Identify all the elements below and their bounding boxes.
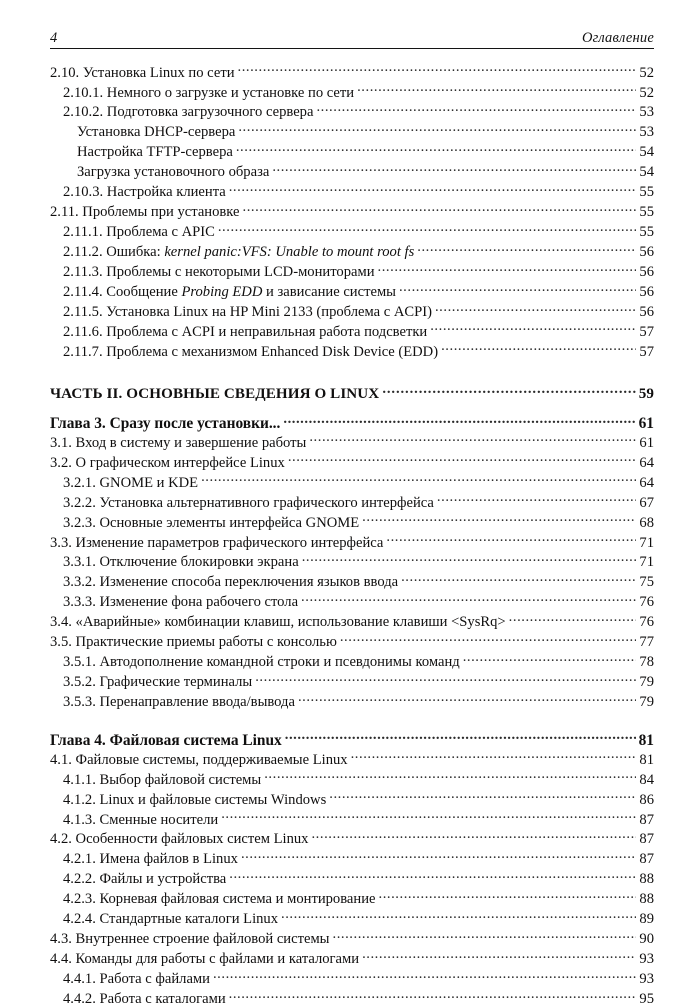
toc-entry-text: 3.3.3. Изменение фона рабочего стола bbox=[63, 594, 299, 611]
toc-entry-label bbox=[50, 515, 362, 532]
toc-entry-text: 3.2. О графическом интерфейсе Linux bbox=[50, 454, 285, 471]
toc-page-number: 52 bbox=[639, 64, 654, 81]
toc-leader-dots bbox=[283, 413, 636, 428]
toc-entry-text: 2.11. Проблемы при установке bbox=[50, 204, 240, 221]
toc-entry-label bbox=[50, 415, 283, 432]
toc-entry[interactable] bbox=[50, 122, 654, 142]
toc-page-number: 93 bbox=[639, 971, 654, 987]
toc-page-number: 55 bbox=[639, 184, 654, 201]
toc-entry-label bbox=[50, 674, 255, 691]
toc-leader-dots bbox=[281, 909, 636, 924]
toc-leader-dots bbox=[201, 472, 636, 487]
toc-entry-label bbox=[50, 104, 316, 121]
toc-entry-text: Глава 4. Файловая система Linux bbox=[50, 731, 282, 749]
toc-entry-label bbox=[50, 535, 386, 552]
toc-entry-label bbox=[50, 931, 333, 948]
toc-page-number: 87 bbox=[639, 831, 654, 848]
toc-entry-text: 2.10.2. Подготовка загрузочного сервера bbox=[63, 104, 314, 121]
toc-entry-label bbox=[50, 184, 229, 201]
toc-entry-text: 4.1.2. Linux и файловые системы Windows bbox=[63, 791, 327, 808]
toc-entry-label bbox=[50, 144, 236, 161]
toc-leader-dots bbox=[362, 512, 636, 527]
toc-entry-label bbox=[50, 654, 463, 671]
toc-entry[interactable] bbox=[50, 472, 654, 492]
toc-entry[interactable] bbox=[50, 909, 654, 929]
toc-entry-label bbox=[50, 554, 302, 571]
toc-entry[interactable] bbox=[50, 592, 654, 612]
toc-entry[interactable] bbox=[50, 869, 654, 889]
toc-entry-label bbox=[50, 164, 272, 181]
toc-entry-text: 2.10. Установка Linux по сети bbox=[50, 64, 235, 81]
toc-entry[interactable] bbox=[50, 341, 654, 361]
toc-leader-dots bbox=[329, 789, 636, 804]
toc-entry-text: 3.5. Практические приемы работы с консолью bbox=[50, 634, 337, 651]
toc-entry-text: Загрузка установочного образа bbox=[77, 164, 270, 181]
toc-page-number: 55 bbox=[639, 224, 654, 241]
toc-page-number: 56 bbox=[639, 263, 654, 280]
toc-entry-text: 3.1. Вход в систему и завершение работы bbox=[50, 434, 307, 451]
toc-entry-text: Настройка TFTP-сервера bbox=[77, 144, 233, 161]
toc-entry-text: 2.11.3. Проблемы с некоторыми LCD-мониторами bbox=[63, 263, 375, 280]
toc-entry[interactable] bbox=[50, 929, 654, 949]
toc-leader-dots bbox=[435, 301, 636, 316]
toc-leader-dots bbox=[351, 749, 636, 764]
toc-entry[interactable] bbox=[50, 261, 654, 281]
toc-entry[interactable] bbox=[50, 413, 654, 433]
toc-entry-emphasis: kernel panic:VFS: Unable to mount root fs bbox=[164, 244, 415, 261]
toc-entry-text: 3.2.2. Установка альтернативного графического интерфейса bbox=[63, 494, 434, 511]
toc-entry-label bbox=[50, 812, 221, 829]
toc-entry-label bbox=[50, 614, 509, 631]
toc-page-number: 57 bbox=[639, 343, 654, 360]
toc-entry[interactable] bbox=[50, 632, 654, 652]
toc-page-number: 89 bbox=[639, 911, 654, 928]
toc-entry[interactable] bbox=[50, 612, 654, 632]
toc-leader-dots bbox=[229, 988, 636, 1003]
toc-leader-dots bbox=[238, 62, 636, 77]
toc-entry-label bbox=[50, 911, 281, 928]
toc-entry-label bbox=[50, 124, 238, 141]
toc-entry[interactable] bbox=[50, 241, 654, 261]
toc-entry[interactable] bbox=[50, 691, 654, 711]
toc-entry-text: 4.1. Файловые системы, поддерживаемые Linux bbox=[50, 751, 348, 768]
toc-page-number: 71 bbox=[639, 534, 654, 551]
toc-entry-text: 4.4.2. Работа с каталогами bbox=[63, 990, 226, 1007]
toc-leader-dots bbox=[236, 142, 636, 157]
running-head bbox=[50, 22, 654, 49]
toc-entry-text: 4.2.2. Файлы и устройства bbox=[63, 871, 227, 888]
toc-entry-label bbox=[50, 891, 379, 908]
toc-entry-text: 4.1.3. Сменные носители bbox=[63, 811, 219, 828]
toc-page-number: 75 bbox=[639, 574, 654, 591]
toc-entry[interactable] bbox=[50, 383, 654, 403]
toc-entry-text: 2.10.1. Немного о загрузке и установке по сети bbox=[63, 84, 355, 101]
toc-entry-label bbox=[50, 594, 301, 611]
toc-entry-emphasis: Probing EDD bbox=[181, 283, 263, 300]
toc-entry[interactable] bbox=[50, 671, 654, 691]
toc-entry[interactable] bbox=[50, 789, 654, 809]
toc-entry-text: 2.11.4. Сообщение bbox=[63, 283, 182, 300]
toc-page-number: 54 bbox=[639, 144, 654, 161]
toc-entry[interactable] bbox=[50, 62, 654, 82]
toc-entry[interactable] bbox=[50, 532, 654, 552]
toc-leader-dots bbox=[213, 968, 636, 983]
toc-leader-dots bbox=[243, 202, 636, 217]
page-folio: 4 bbox=[50, 30, 58, 46]
toc-entry-text: 3.4. «Аварийные» комбинации клавиш, использование клавиши <SysRq> bbox=[50, 614, 506, 631]
toc-leader-dots bbox=[340, 632, 636, 647]
toc-page-number: 53 bbox=[639, 124, 654, 141]
toc-leader-dots bbox=[333, 929, 637, 944]
toc-entry[interactable] bbox=[50, 281, 654, 301]
toc-entry-text: 4.2.3. Корневая файловая система и монтирование bbox=[63, 891, 376, 908]
toc-page-number: 55 bbox=[639, 204, 654, 221]
toc-entry[interactable] bbox=[50, 968, 654, 988]
toc-entry-label bbox=[50, 495, 437, 512]
toc-leader-dots bbox=[285, 729, 636, 744]
toc-page-number: 88 bbox=[639, 871, 654, 888]
toc-page-number: 53 bbox=[639, 104, 654, 121]
toc-entry[interactable] bbox=[50, 988, 654, 1008]
toc-entry-text: 3.2.1. GNOME и KDE bbox=[63, 474, 199, 491]
toc-entry-label bbox=[50, 264, 378, 281]
toc-page-number: 71 bbox=[639, 554, 654, 571]
toc-entry[interactable] bbox=[50, 948, 654, 968]
toc-leader-dots bbox=[302, 552, 636, 567]
toc-entry[interactable] bbox=[50, 572, 654, 592]
table-of-contents bbox=[50, 62, 654, 1008]
toc-leader-dots bbox=[241, 849, 636, 864]
toc-entry-text: ЧАСТЬ II. ОСНОВНЫЕ СВЕДЕНИЯ О LINUX bbox=[50, 386, 380, 403]
toc-page-number: 93 bbox=[639, 951, 654, 968]
toc-leader-dots bbox=[441, 341, 636, 356]
toc-entry-text: 2.11.2. Ошибка: bbox=[63, 244, 165, 261]
toc-entry[interactable] bbox=[50, 432, 654, 452]
running-head-title: Оглавление bbox=[582, 30, 654, 46]
toc-page-number: 54 bbox=[639, 164, 654, 181]
toc-entry-label bbox=[50, 386, 382, 403]
toc-page-number: 86 bbox=[639, 791, 654, 808]
toc-entry-label bbox=[50, 85, 357, 102]
toc-entry-label bbox=[50, 475, 201, 492]
toc-page-number: 79 bbox=[639, 694, 654, 711]
toc-spacer bbox=[50, 711, 654, 729]
toc-entry-text: 4.4.1. Работа с файлами bbox=[63, 971, 210, 987]
toc-entry-text: 2.11.5. Установка Linux на HP Mini 2133 (проблема с ACPI) bbox=[63, 303, 432, 320]
toc-entry[interactable] bbox=[50, 492, 654, 512]
toc-leader-dots bbox=[399, 281, 636, 296]
toc-page-number: 95 bbox=[639, 990, 654, 1007]
toc-entry-text: 3.3.2. Изменение способа переключения языков ввода bbox=[63, 574, 399, 591]
toc-entry[interactable] bbox=[50, 162, 654, 182]
toc-leader-dots bbox=[238, 122, 636, 137]
toc-leader-dots bbox=[301, 592, 636, 607]
toc-entry[interactable] bbox=[50, 182, 654, 202]
toc-entry[interactable] bbox=[50, 552, 654, 572]
toc-leader-dots bbox=[430, 321, 636, 336]
toc-entry-text: 4.2. Особенности файловых систем Linux bbox=[50, 831, 309, 848]
toc-leader-dots bbox=[437, 492, 636, 507]
toc-leader-dots bbox=[417, 241, 636, 256]
toc-entry-label bbox=[50, 851, 241, 868]
toc-entry-label bbox=[50, 971, 213, 988]
toc-entry-text: 4.2.4. Стандартные каталоги Linux bbox=[63, 911, 279, 928]
toc-entry-label bbox=[50, 344, 441, 361]
toc-entry[interactable] bbox=[50, 202, 654, 222]
toc-leader-dots bbox=[255, 671, 636, 686]
toc-page-number: 81 bbox=[639, 751, 654, 768]
toc-spacer bbox=[50, 361, 654, 383]
toc-leader-dots bbox=[378, 261, 636, 276]
toc-leader-dots bbox=[311, 829, 636, 844]
toc-leader-dots bbox=[288, 452, 636, 467]
toc-entry-text: 2.11.6. Проблема с ACPI и неправильная работа подсветки bbox=[63, 323, 428, 340]
toc-leader-dots bbox=[229, 182, 636, 197]
toc-entry[interactable] bbox=[50, 729, 654, 749]
toc-entry-label bbox=[50, 244, 417, 261]
toc-entry-label bbox=[50, 634, 340, 651]
toc-page-number: 56 bbox=[639, 244, 654, 261]
toc-entry-text: 3.5.1. Автодополнение командной строки и псевдонимы команд bbox=[63, 654, 460, 671]
toc-leader-dots bbox=[309, 432, 636, 447]
toc-entry-label bbox=[50, 304, 435, 321]
toc-entry-label bbox=[50, 752, 351, 769]
toc-entry[interactable] bbox=[50, 769, 654, 789]
toc-entry-text: 4.1.1. Выбор файловой системы bbox=[63, 771, 262, 788]
toc-page-number: 76 bbox=[639, 594, 654, 611]
toc-entry-label bbox=[50, 991, 229, 1008]
toc-entry[interactable] bbox=[50, 652, 654, 672]
toc-entry-text: 3.5.2. Графические терминалы bbox=[63, 674, 253, 691]
toc-page-number: 78 bbox=[639, 654, 654, 671]
toc-entry-text: 3.2.3. Основные элементы интерфейса GNOME bbox=[63, 514, 360, 531]
toc-page-number: 79 bbox=[639, 674, 654, 691]
toc-entry-text: 3.5.3. Перенаправление ввода/вывода bbox=[63, 694, 295, 711]
toc-leader-dots bbox=[298, 691, 636, 706]
toc-entry-text: 2.11.1. Проблема с APIC bbox=[63, 224, 215, 241]
toc-page-number: 61 bbox=[638, 414, 654, 432]
toc-entry-text: 2.11.7. Проблема с механизмом Enhanced Disk Device (EDD) bbox=[63, 343, 439, 360]
toc-page-number: 52 bbox=[639, 84, 654, 101]
toc-page-number: 88 bbox=[639, 891, 654, 908]
toc-entry-text: Глава 3. Сразу после установки... bbox=[50, 414, 281, 432]
toc-page-number: 81 bbox=[638, 731, 654, 749]
toc-entry-label bbox=[50, 732, 285, 749]
toc-entry[interactable] bbox=[50, 849, 654, 869]
toc-page-number: 59 bbox=[638, 386, 654, 403]
toc-entry-label bbox=[50, 792, 329, 809]
toc-entry-label bbox=[50, 871, 229, 888]
toc-entry-label bbox=[50, 951, 362, 968]
toc-entry[interactable] bbox=[50, 301, 654, 321]
toc-leader-dots bbox=[357, 82, 636, 97]
toc-entry-text: 2.10.3. Настройка клиента bbox=[63, 184, 226, 201]
toc-leader-dots bbox=[218, 222, 636, 237]
toc-entry-label bbox=[50, 831, 311, 848]
toc-leader-dots bbox=[362, 948, 636, 963]
toc-entry[interactable] bbox=[50, 102, 654, 122]
toc-entry[interactable] bbox=[50, 452, 654, 472]
toc-page-number: 64 bbox=[639, 454, 654, 471]
toc-entry-label bbox=[50, 324, 430, 341]
toc-entry[interactable] bbox=[50, 829, 654, 849]
toc-entry-label bbox=[50, 455, 288, 472]
toc-entry-text: 4.2.1. Имена файлов в Linux bbox=[63, 851, 238, 868]
toc-spacer bbox=[50, 404, 654, 413]
toc-leader-dots bbox=[463, 652, 636, 667]
toc-entry-label bbox=[50, 204, 243, 221]
toc-entry-text: 3.3. Изменение параметров графического интерфейса bbox=[50, 534, 384, 551]
toc-entry-label bbox=[50, 574, 401, 591]
toc-page-number: 84 bbox=[639, 771, 654, 788]
toc-page-number: 90 bbox=[639, 931, 654, 948]
toc-leader-dots bbox=[229, 869, 636, 884]
toc-entry[interactable] bbox=[50, 142, 654, 162]
toc-leader-dots bbox=[221, 809, 636, 824]
toc-entry-text: 4.3. Внутреннее строение файловой системы bbox=[50, 931, 330, 948]
toc-page-number: 87 bbox=[639, 851, 654, 868]
toc-page-number: 56 bbox=[639, 303, 654, 320]
toc-page-number: 87 bbox=[639, 811, 654, 828]
toc-leader-dots bbox=[386, 532, 636, 547]
toc-page-number: 77 bbox=[639, 634, 654, 651]
toc-entry[interactable] bbox=[50, 222, 654, 242]
toc-leader-dots bbox=[264, 769, 636, 784]
toc-entry-label bbox=[50, 284, 399, 301]
toc-page-number: 68 bbox=[639, 514, 654, 531]
toc-leader-dots bbox=[272, 162, 636, 177]
toc-page-number: 64 bbox=[639, 474, 654, 491]
toc-entry-label bbox=[50, 772, 264, 789]
toc-entry-label bbox=[50, 435, 309, 452]
toc-entry[interactable] bbox=[50, 512, 654, 532]
toc-leader-dots bbox=[401, 572, 636, 587]
toc-entry[interactable] bbox=[50, 889, 654, 909]
toc-entry[interactable] bbox=[50, 82, 654, 102]
toc-page-number: 57 bbox=[639, 323, 654, 340]
toc-entry-label bbox=[50, 65, 238, 82]
toc-entry[interactable] bbox=[50, 749, 654, 769]
toc-entry[interactable] bbox=[50, 321, 654, 341]
toc-page-number: 56 bbox=[639, 283, 654, 300]
toc-entry-text: 3.3.1. Отключение блокировки экрана bbox=[63, 554, 299, 571]
toc-entry[interactable] bbox=[50, 809, 654, 829]
toc-entry-text-tail: и зависание системы bbox=[262, 283, 396, 300]
toc-leader-dots bbox=[382, 383, 636, 398]
toc-entry-label bbox=[50, 224, 218, 241]
toc-leader-dots bbox=[509, 612, 636, 627]
toc-page-number: 67 bbox=[639, 494, 654, 511]
toc-page-number: 76 bbox=[639, 614, 654, 631]
toc-entry-text: Установка DHCP-сервера bbox=[77, 124, 236, 141]
toc-leader-dots bbox=[316, 102, 636, 117]
toc-entry-text: 4.4. Команды для работы с файлами и каталогами bbox=[50, 951, 360, 968]
toc-entry-label bbox=[50, 694, 298, 711]
toc-page-number: 61 bbox=[639, 434, 654, 451]
toc-leader-dots bbox=[379, 889, 636, 904]
